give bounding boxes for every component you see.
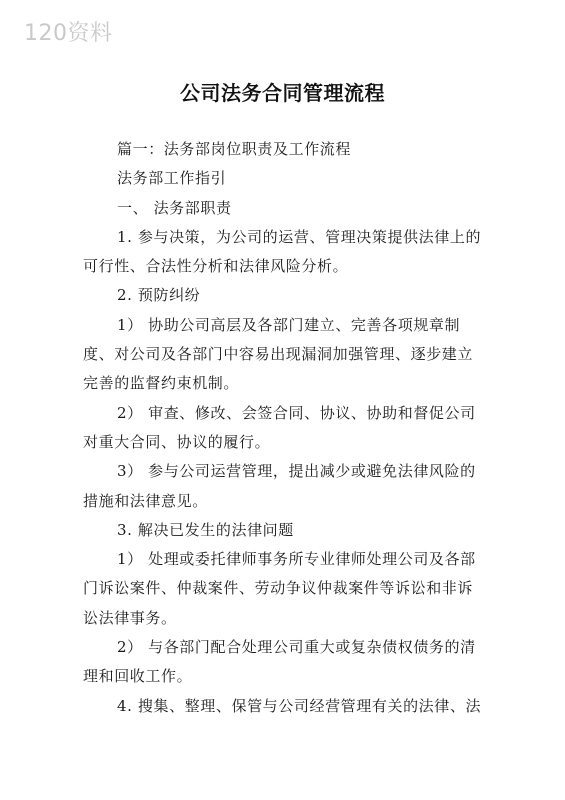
- paragraph-heading-part1: 篇一：法务部岗位职责及工作流程: [117, 140, 352, 158]
- paragraph-item-3: 3. 解决已发生的法律问题: [117, 520, 294, 539]
- document-title: 公司法务合同管理流程: [180, 81, 385, 105]
- paragraph-subitem-3-1: 1） 处理或委托律师事务所专业律师处理公司及各部门诉讼案件、仲裁案件、劳动争议仲裁案件等诉讼和非诉讼法律事务。: [83, 550, 476, 627]
- paragraph-item-2: 2. 预防纠纷: [117, 286, 201, 305]
- paragraph-item-4: 4. 搜集、整理、保管与公司经营管理有关的法律、法: [117, 696, 482, 715]
- document-body: [83, 135, 483, 721]
- paragraph-guide-title: 法务部工作指引: [117, 169, 227, 188]
- watermark: 120资料: [24, 21, 113, 46]
- paragraph-subitem-3-2: 2） 与各部门配合处理公司重大或复杂债权债务的清理和回收工作。: [83, 638, 476, 686]
- paragraph-item-1: 1. 参与决策，为公司的运营、管理决策提供法律上的可行性、合法性分析和法律风险分析。: [83, 227, 482, 276]
- paragraph-subitem-2-3: 3） 参与公司运营管理，提出减少或避免法律风险的措施和法律意见。: [83, 462, 476, 510]
- paragraph-subitem-2-2: 2） 审查、修改、会签合同、协议、协助和督促公司对重大合同、协议的履行。: [83, 403, 476, 451]
- paragraph-subitem-2-1: 1） 协助公司高层及各部门建立、完善各项规章制度、对公司及各部门中容易出现漏洞加强管理、逐步建立完善的监督约束机制。: [83, 315, 474, 393]
- paragraph-section-1: 一、 法务部职责: [117, 198, 232, 217]
